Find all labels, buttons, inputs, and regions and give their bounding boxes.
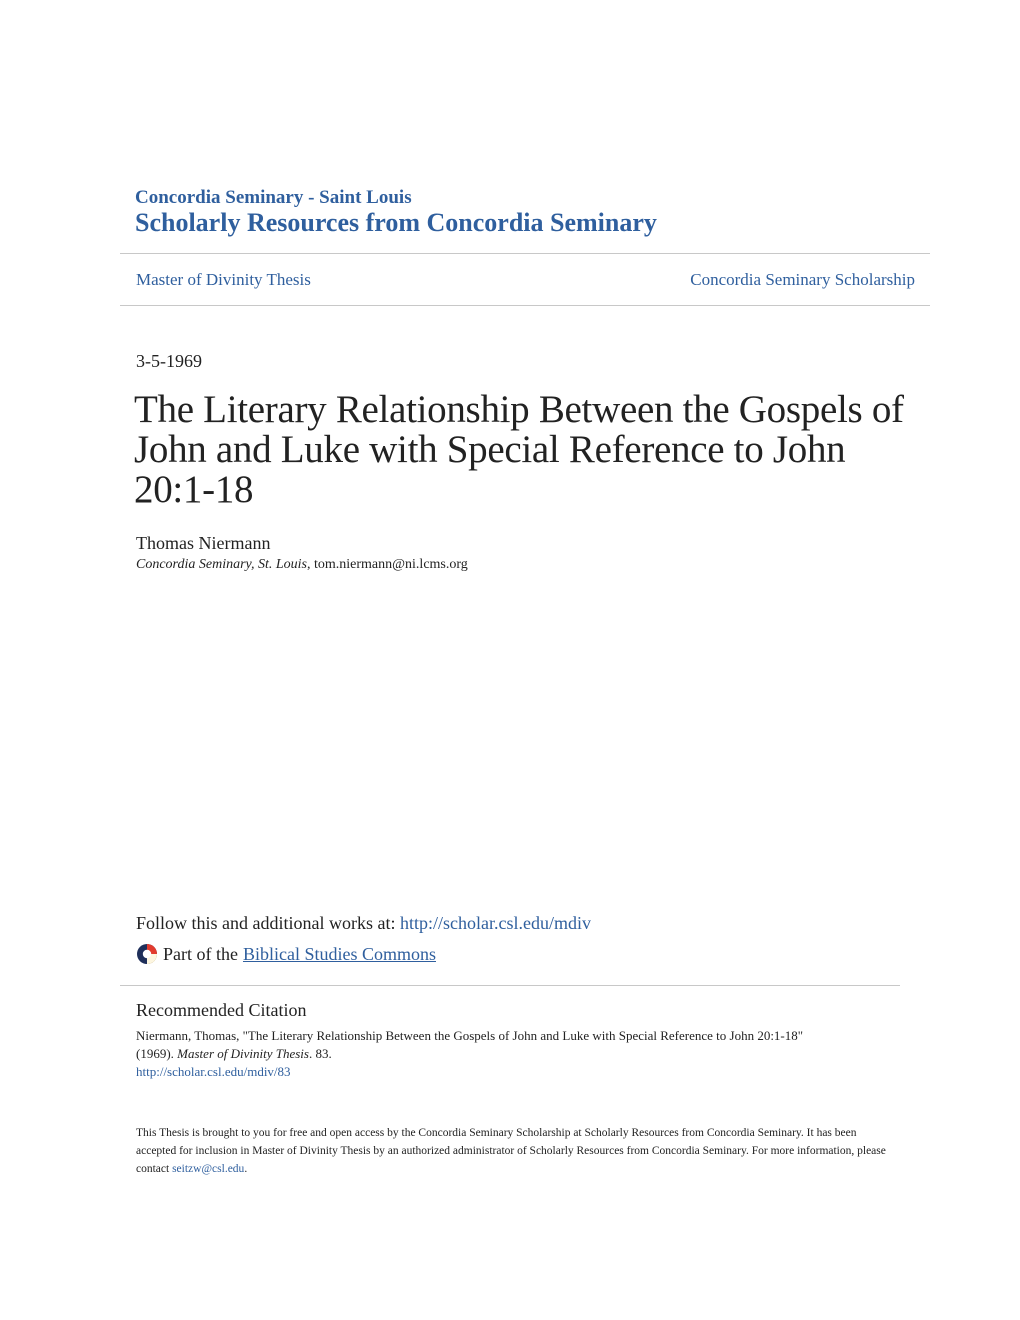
institution-name[interactable]: Concordia Seminary - Saint Louis: [135, 187, 412, 208]
header-bottom-divider: [120, 305, 930, 306]
contact-email-link[interactable]: seitzw@csl.edu: [172, 1163, 245, 1175]
repository-name[interactable]: Scholarly Resources from Concordia Seminary: [135, 208, 657, 237]
recommended-citation-heading: Recommended Citation: [136, 1000, 307, 1020]
citation-divider: [120, 985, 900, 986]
citation-year: (1969).: [136, 1046, 174, 1061]
affiliation-institution: Concordia Seminary, St. Louis: [136, 557, 307, 572]
publication-date: 3-5-1969: [136, 351, 202, 371]
footer-text: This Thesis is brought to you for free and open access by the Concordia Seminary Scholarship at Scholarly Resources from Concordia Seminary. It has been accepted for inclusion in Master of Divinity Thesis by an authorized administrator of Scholarly Resources from Concordia Seminary. For more information, please contact: [136, 1127, 886, 1175]
citation-text: [136, 1027, 896, 1081]
citation-series: Master of Divinity Thesis: [177, 1046, 309, 1061]
citation-url-link[interactable]: http://scholar.csl.edu/mdiv/83: [136, 1064, 291, 1079]
header-top-divider: [120, 253, 930, 254]
footer-notice: [136, 1124, 896, 1178]
author-email: tom.niermann@ni.lcms.org: [314, 557, 468, 572]
part-of-line: [136, 943, 436, 965]
nav-link-concordia-seminary-scholarship[interactable]: Concordia Seminary Scholarship: [690, 270, 915, 289]
follow-label: Follow this and additional works at:: [136, 913, 396, 933]
footer-end: .: [244, 1163, 248, 1175]
part-of-label: Part of the: [163, 943, 238, 964]
document-title: The Literary Relationship Between the Gospels of John and Luke with Special Reference to John 20:1-18: [134, 388, 904, 511]
citation-line1: Niermann, Thomas, "The Literary Relationship Between the Gospels of John and Luke with Special Reference to John 20:1-18": [136, 1028, 804, 1043]
citation-number: . 83.: [308, 1046, 332, 1061]
biblical-studies-commons-link[interactable]: Biblical Studies Commons: [242, 943, 436, 964]
author-affiliation: Concordia Seminary, St. Louis, tom.niermann@ni.lcms.org: [136, 557, 468, 572]
nav-link-master-of-divinity-thesis[interactable]: Master of Divinity Thesis: [136, 270, 311, 289]
follow-line: [136, 913, 591, 934]
collection-link[interactable]: http://scholar.csl.edu/mdiv: [399, 913, 591, 933]
author-name: Thomas Niermann: [136, 533, 271, 553]
network-commons-icon: [136, 943, 158, 965]
